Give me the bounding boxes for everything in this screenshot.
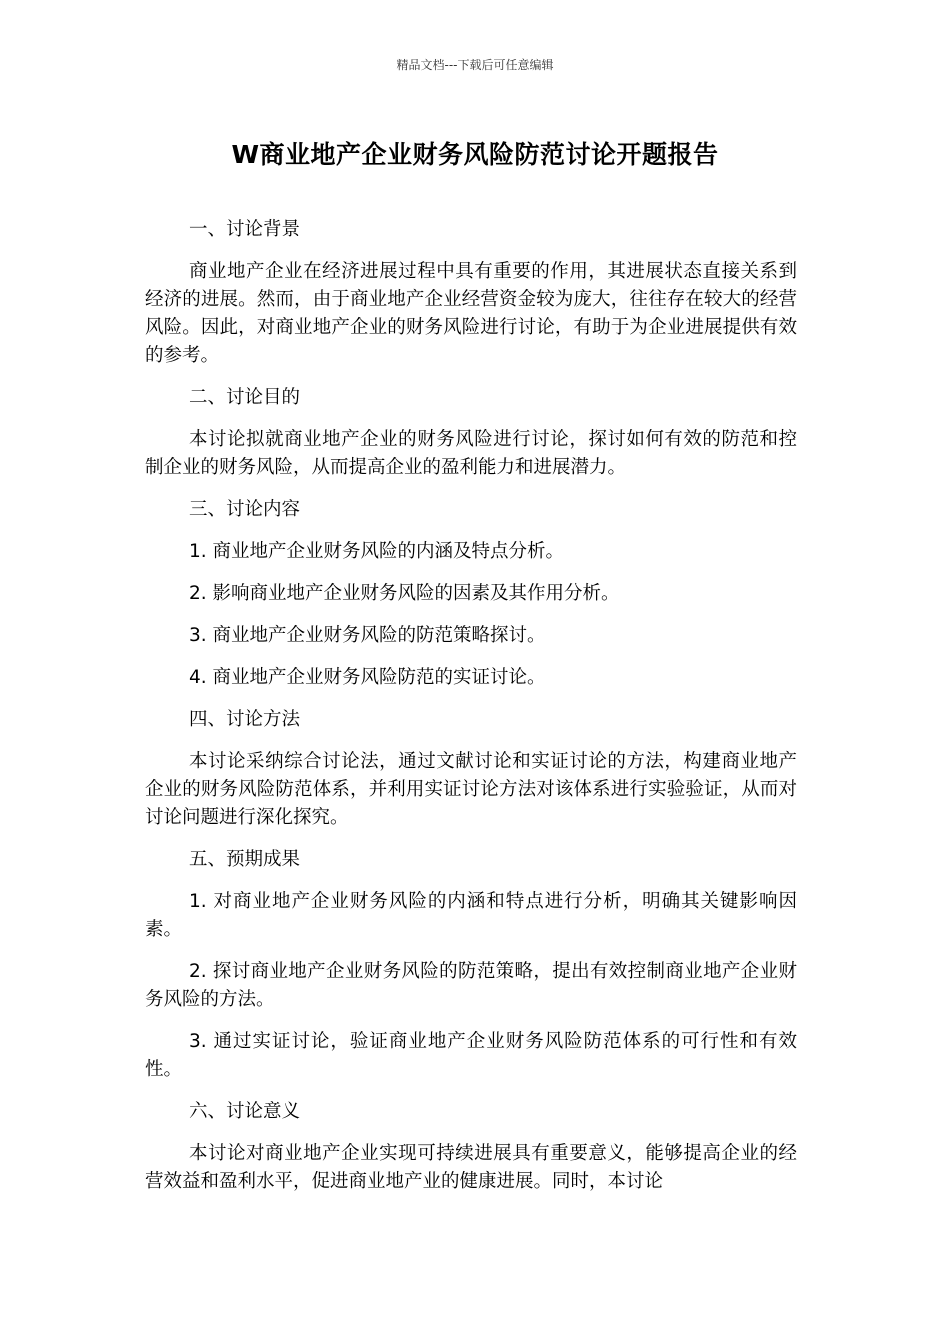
section-heading-expected-results: 五、预期成果 (189, 849, 301, 870)
list-item-content-3: 3. 商业地产企业财务风险的防范策略探讨。 (189, 625, 546, 646)
document-body (145, 216, 797, 1210)
page-header: 精品文档---下载后可任意编辑 (396, 58, 554, 72)
section-heading-purpose: 二、讨论目的 (189, 387, 301, 408)
section-heading-method: 四、讨论方法 (189, 709, 301, 730)
paragraph-background: 商业地产企业在经济进展过程中具有重要的作用，其进展状态直接关系到经济的进展。然而，由于商业地产企业经营资金较为庞大，往往存在较大的经营风险。因此，对商业地产企业的财务风险进行讨论，有助于为企业进展提供有效的参考。 (145, 261, 797, 366)
paragraph-purpose: 本讨论拟就商业地产企业的财务风险进行讨论，探讨如何有效的防范和控制企业的财务风险，从而提高企业的盈利能力和进展潜力。 (145, 429, 797, 478)
list-item-result-1: 1. 对商业地产企业财务风险的内涵和特点进行分析，明确其关键影响因素。 (145, 891, 797, 940)
list-item-result-2: 2. 探讨商业地产企业财务风险的防范策略，提出有效控制商业地产企业财务风险的方法。 (145, 961, 797, 1010)
list-item-content-4: 4. 商业地产企业财务风险防范的实证讨论。 (189, 667, 546, 688)
section-heading-significance: 六、讨论意义 (189, 1101, 301, 1122)
list-item-result-3: 3. 通过实证讨论，验证商业地产企业财务风险防范体系的可行性和有效性。 (145, 1031, 797, 1080)
paragraph-significance: 本讨论对商业地产企业实现可持续进展具有重要意义，能够提高企业的经营效益和盈利水平，促进商业地产业的健康进展。同时，本讨论 (145, 1143, 797, 1192)
document-title: W商业地产企业财务风险防范讨论开题报告 (231, 140, 719, 169)
section-heading-content: 三、讨论内容 (189, 499, 301, 520)
list-item-content-1: 1. 商业地产企业财务风险的内涵及特点分析。 (189, 541, 565, 562)
list-item-content-2: 2. 影响商业地产企业财务风险的因素及其作用分析。 (189, 583, 620, 604)
paragraph-method: 本讨论采纳综合讨论法，通过文献讨论和实证讨论的方法，构建商业地产企业的财务风险防范体系，并利用实证讨论方法对该体系进行实验验证，从而对讨论问题进行深化探究。 (145, 751, 797, 828)
section-heading-background: 一、讨论背景 (189, 219, 301, 240)
